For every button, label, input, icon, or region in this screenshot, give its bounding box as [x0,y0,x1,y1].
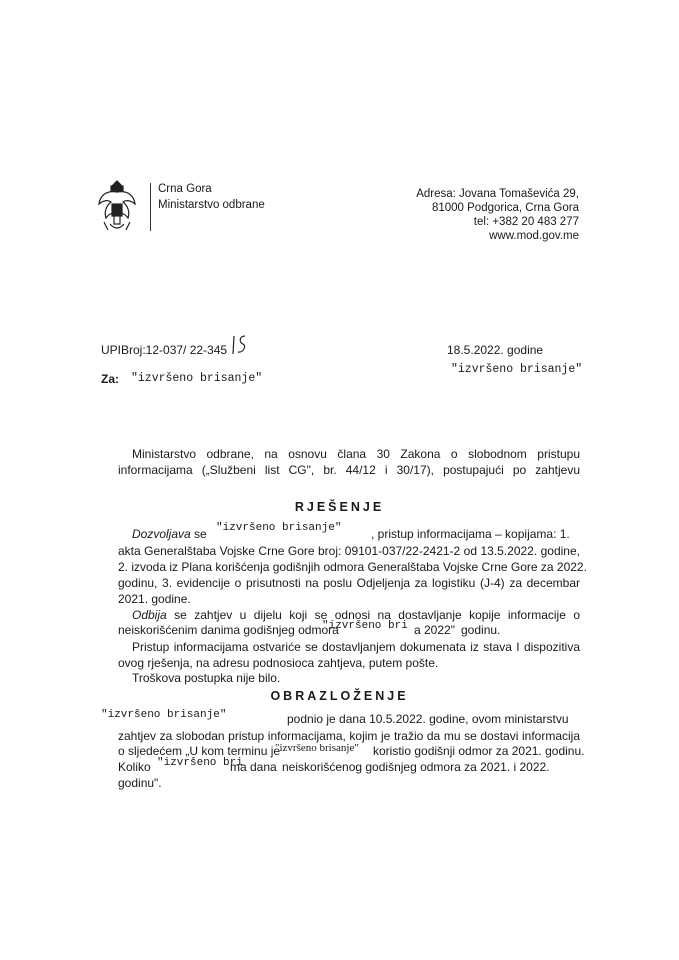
reasoning-l3-end: koristio godišnji odmor za 2021. godinu. [373,744,585,758]
decision-p3-line-2: ovog rješenja, na adresu podnosioca zahtjeva, putem pošte. [118,656,439,670]
reasoning-l1-rest: podnio je dana 10.5.2022. godine, ovom ministarstvu [287,712,569,726]
decision-p1-rest: , pristup informacijama – kopijama: 1. [371,527,570,541]
decision-p2-overlap: a 2022" [414,623,455,637]
decision-p1-line-3: 2. izvoda iz Plana korišćenja godišnjih odmora Generalštaba Vojske Crne Gore za 2022. [118,560,587,574]
header-divider [150,183,151,231]
reasoning-l5: godinu". [118,776,162,790]
intro-line-2: informacijama („Službeni list CG", br. 44/12 i 30/17), postupajući po zahtjevu [118,463,580,477]
decision-p4: Troškova postupka nije bilo. [132,671,281,685]
coat-of-arms-icon [96,178,138,236]
redacted-recipient-right: "izvršeno brisanje" [451,363,583,376]
address-website: www.mod.gov.me [489,230,579,242]
decision-p1-start [132,527,207,541]
redacted-reasoning-l1: "izvršeno brisanje" [101,709,227,721]
decision-p1-body [118,543,587,607]
org-line-2: Ministarstvo odbrane [158,199,265,211]
address-line-2: 81000 Podgorica, Crna Gora [431,202,579,214]
reasoning-l4-end: neiskorišćenog godišnjeg odmora za 2021. i 2022. [282,760,550,774]
redacted-reasoning-l3: "izvršeno brisanje" [275,742,359,754]
redacted-reasoning-l4: "izvršeno bri [157,757,243,769]
to-value: "izvršeno brisanje" [131,372,263,385]
redacted-decision-p1: "izvršeno brisanje" [216,522,342,534]
reasoning-l2: zahtjev za slobodan pristup informacijama, kojim je tražio da mu se dostavi informacija [118,729,580,743]
decision-p3-line-1: Pristup informacijama ostvariće se dostavljanjem dokumenata iz stava I dispozitiva [132,640,580,654]
decision-p1-se: se [194,527,207,541]
document-date: 18.5.2022. godine [447,343,544,357]
reference-number: UPIBroj:12-037/ 22-345 [101,343,228,357]
allow-keyword: Dozvoljava [132,527,191,541]
to-label: Za: [101,372,119,386]
decision-heading: RJEŠENJE [294,500,385,514]
decision-p2-rest: se zahtjev u dijelu koji se odnosi na dostavljanje kopije informacije o [174,608,581,622]
decision-p1-line-4: godinu, 3. evidencije o prisutnosti na poslu Odjeljenja za logistiku (J-4) za decembar [118,576,580,590]
intro-line-1: Ministarstvo odbrane, na osnovu člana 30 Zakona o slobodnom pristupu [132,447,580,461]
reasoning-l4-overlap: ma dana [230,760,277,774]
decision-p3 [118,639,580,671]
address-phone: tel: +382 20 483 277 [473,216,579,228]
decision-p2-line-2-start: neiskorišćenim danima godišnjeg odmora [118,623,339,637]
reasoning-heading: OBRAZLOŽENJE [270,689,409,703]
decision-p1-line-5: 2021. godine. [118,592,191,606]
handwritten-mark-icon [231,334,249,356]
redacted-decision-p2: "izvršeno bri [322,620,408,632]
address-line-1: Adresa: Jovana Tomaševića 29, [416,188,579,200]
deny-keyword: Odbija [132,608,167,622]
reasoning-l3-start: o sljedećem „U kom terminu je [118,744,281,758]
intro-paragraph [118,446,580,478]
decision-p1-line-2: akta Generalštaba Vojske Crne Gore broj: 09101-037/22-2421-2 od 13.5.2022. godine, [118,544,580,558]
decision-p2-end: godinu. [461,623,501,637]
org-line-1: Crna Gora [158,183,212,195]
reasoning-l4-start: Koliko [118,760,151,774]
